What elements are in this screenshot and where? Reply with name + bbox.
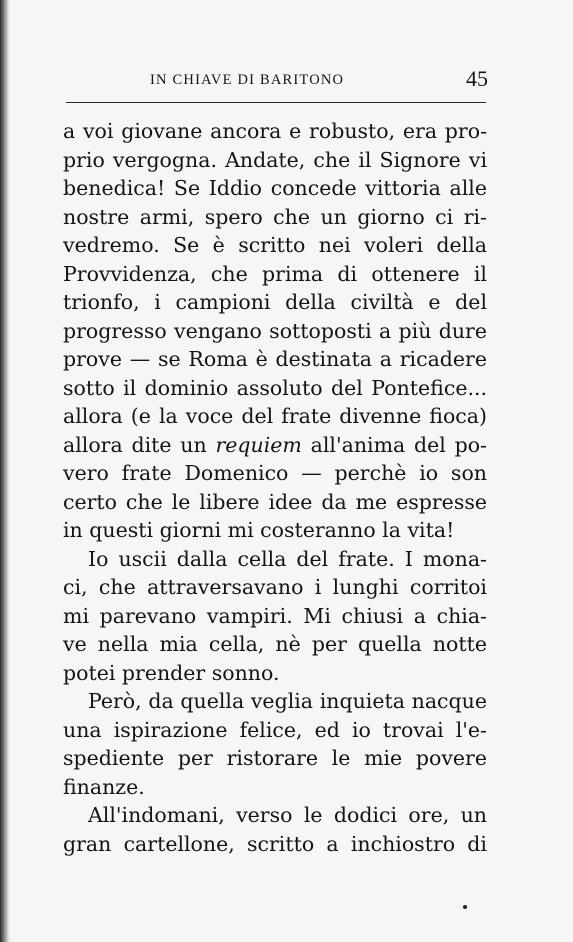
text-line: benedica! Se Iddio concede vittoria alle: [63, 176, 487, 200]
text-line: progresso vengano sottoposti a più dure: [63, 318, 487, 343]
paragraph-end-line: in questi giorni mi costeranno la vita!: [63, 518, 455, 542]
page-number: 45: [466, 66, 488, 91]
text-line: vero frate Domenico — perchè io son: [63, 461, 487, 485]
text-line: a voi giovane ancora e robusto, era pro-: [63, 119, 487, 143]
ink-speck: [463, 905, 467, 909]
text-line: Provvidenza, che prima di ottenere il: [63, 261, 487, 286]
page-header: [64, 66, 488, 96]
text-line: prove — se Roma è destinata a ricadere: [63, 347, 487, 371]
text-line: allora dite un requiem all'anima del po-: [63, 432, 487, 457]
text-line: ve nella mia cella, nè per quella notte: [63, 632, 487, 656]
body-text: [63, 117, 487, 858]
text-line: spediente per ristorare le mie povere: [63, 746, 487, 770]
paragraph-start-line: Però, da quella veglia inquieta nacque: [88, 689, 487, 713]
header-rule: [66, 102, 486, 103]
page-binding-edge: [0, 0, 10, 942]
text-line: ci, che attraversavano i lunghi corritoi: [63, 575, 487, 599]
running-title: IN CHIAVE DI BARITONO: [150, 72, 345, 88]
text-line: mi parevano vampiri. Mi chiusi a chia-: [63, 603, 487, 628]
text-line: vedremo. Se è scritto nei voleri della: [63, 233, 487, 257]
text-line: certo che le libere idee da me espresse: [63, 489, 487, 514]
text-line: trionfo, i campioni della civiltà e del: [63, 290, 487, 314]
paragraph-start-line: Io uscii dalla cella del frate. I mona-: [88, 546, 487, 571]
text-line: una ispirazione felice, ed io trovai l'e-: [63, 717, 487, 742]
paragraph-end-line: potei prender sonno.: [63, 660, 280, 685]
text-line: sotto il dominio assoluto del Pontefice...: [63, 375, 487, 400]
text-line: allora (e la voce del frate divenne fioca): [63, 404, 487, 428]
text-line: nostre armi, spero che un giorno ci ri-: [63, 204, 487, 229]
text-line: gran cartellone, scritto a inchiostro di: [63, 831, 487, 856]
text-line: prio vergogna. Andate, che il Signore vi: [63, 147, 487, 172]
paragraph-end-line: finanze.: [63, 774, 145, 799]
paragraph-start-line: All'indomani, verso le dodici ore, un: [88, 803, 487, 827]
